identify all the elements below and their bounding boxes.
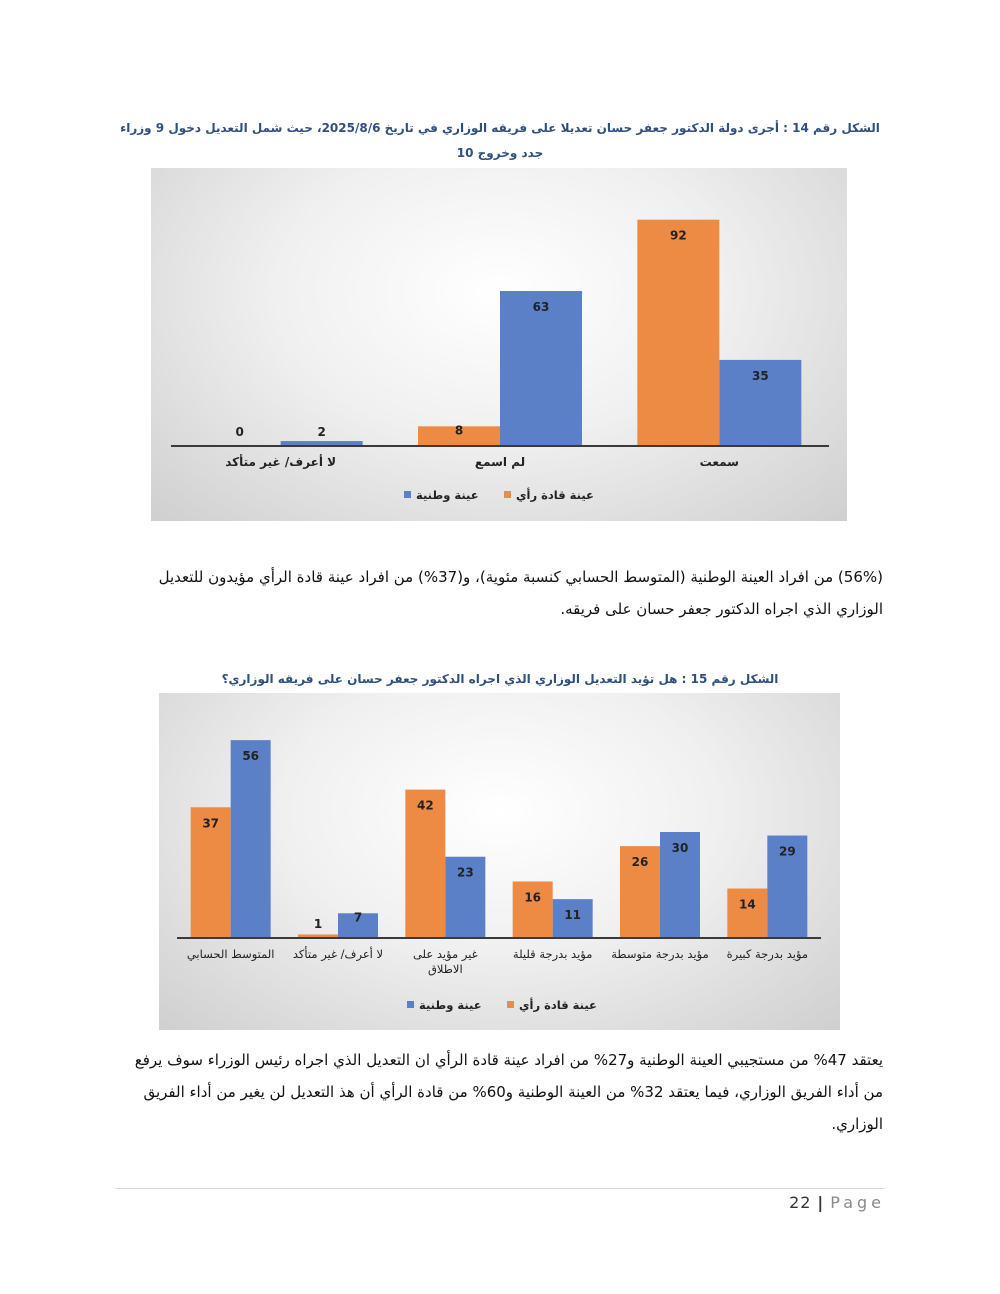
chart2-category-label-3-part-0: غير مؤيد على bbox=[412, 947, 478, 961]
chart1-data-label-national-2: 2 bbox=[317, 425, 326, 439]
chart1-data-label-leaders-1: 8 bbox=[454, 423, 464, 438]
chart-15-svg bbox=[159, 693, 840, 1030]
chart1-legend-label-leaders: عينة قادة رأي bbox=[516, 488, 594, 502]
chart1-data-label-leaders-2: 0 bbox=[235, 425, 244, 439]
chart2-data-label-national-2: 11 bbox=[564, 908, 582, 923]
chart2-legend-label-leaders: عينة قادة رأي bbox=[519, 998, 597, 1012]
chart2-data-label-national-3: 23 bbox=[456, 865, 474, 880]
chart1-category-label-1-part-0: لم اسمع bbox=[474, 455, 526, 469]
chart2-category-label-3-part-1: الاطلاق bbox=[427, 962, 463, 976]
chart2-data-label-leaders-1: 26 bbox=[631, 855, 649, 870]
paragraph-1-line2: الوزاري الذي اجراه الدكتور جعفر حسان على فريقه. bbox=[560, 600, 883, 618]
chart2-category-label-4 bbox=[293, 946, 383, 962]
figure-15-caption bbox=[160, 667, 840, 692]
chart1-category-label-2 bbox=[225, 454, 336, 469]
chart-14-svg bbox=[151, 168, 847, 521]
figure-15-caption-text: الشكل رقم 15 : هل تؤيد التعديل الوزاري الذي اجراه الدكتور جعفر حسان على فريقه الوزاري؟ bbox=[221, 672, 779, 686]
chart1-legend-label-national: عينة وطنية bbox=[416, 488, 479, 502]
chart1-legend-swatch-leaders bbox=[504, 491, 511, 498]
chart2-category-label-2 bbox=[513, 947, 592, 962]
chart1-data-label-national-1: 63 bbox=[532, 300, 550, 315]
chart1-data-label-leaders-0: 92 bbox=[669, 228, 687, 243]
page-number: 22 bbox=[789, 1193, 812, 1212]
chart1-bar-national-1 bbox=[500, 291, 582, 446]
footer-divider bbox=[115, 1188, 885, 1189]
page-footer bbox=[789, 1193, 885, 1212]
chart2-category-label-0-part-0: مؤيد بدرجة كبيرة bbox=[726, 947, 809, 961]
chart1-bar-leaders-0 bbox=[637, 220, 719, 446]
chart2-bar-national-5 bbox=[231, 740, 271, 938]
chart2-data-label-leaders-4: 1 bbox=[313, 917, 323, 931]
chart2-legend-swatch-national bbox=[407, 1001, 414, 1008]
chart2-data-label-leaders-3: 42 bbox=[416, 798, 434, 813]
chart1-category-label-2-part-0: لا أعرف/ غير متأكد bbox=[225, 455, 337, 469]
chart1-category-label-0 bbox=[700, 455, 739, 469]
chart2-category-label-3 bbox=[413, 947, 478, 976]
chart1-legend-swatch-national bbox=[404, 491, 411, 498]
chart2-data-label-leaders-5: 37 bbox=[202, 816, 220, 831]
chart2-data-label-leaders-2: 16 bbox=[524, 890, 542, 905]
paragraph-1-line1: (56%) من افراد العينة الوطنية (المتوسط الحسابي كنسبة مئوية)، و(37%) من افراد عينة قادة الرأي مؤيدون للتعديل bbox=[158, 568, 883, 586]
paragraph-2-line2: من أداء الفريق الوزاري، فيما يعتقد 32% من العينة الوطنية و60% من قادة الرأي أن هذ التعديل لن يغير من أداء الفريق bbox=[143, 1083, 883, 1101]
chart2-category-label-1-part-0: مؤيد بدرجة متوسطة bbox=[611, 947, 709, 961]
chart2-category-label-5 bbox=[187, 947, 275, 962]
chart2-data-label-national-4: 7 bbox=[353, 910, 363, 925]
chart2-legend-label-national: عينة وطنية bbox=[419, 998, 482, 1012]
chart2-data-label-national-0: 29 bbox=[778, 844, 796, 859]
chart2-data-label-national-1: 30 bbox=[671, 841, 689, 855]
paragraph-2-line3: الوزاري. bbox=[831, 1115, 883, 1133]
paragraph-2 bbox=[115, 1044, 883, 1140]
chart2-category-label-0 bbox=[727, 947, 809, 962]
chart1-category-label-1 bbox=[475, 455, 525, 469]
chart1-data-label-national-0: 35 bbox=[751, 368, 769, 383]
chart-15 bbox=[159, 693, 840, 1030]
chart1-category-label-0-part-0: سمعت bbox=[699, 455, 739, 469]
chart2-data-label-leaders-0: 14 bbox=[738, 897, 756, 912]
chart2-category-label-5-part-0: المتوسط الحسابي bbox=[186, 947, 275, 961]
chart2-category-label-2-part-0: مؤيد بدرجة قليلة bbox=[512, 947, 593, 961]
paragraph-1 bbox=[115, 561, 883, 625]
chart2-data-label-national-5: 56 bbox=[242, 749, 260, 764]
figure-14-caption-line1: الشكل رقم 14 : أجرى دولة الدكتور جعفر حسان تعديلا على فريقه الوزاري في تاريخ 2025/8/6، حيث شمل التعديل دخول 9 وزراء جدد وخروج 10 bbox=[120, 121, 880, 160]
chart-14 bbox=[151, 168, 847, 521]
chart2-legend-swatch-leaders bbox=[507, 1001, 514, 1008]
paragraph-2-line1: يعتقد 47% من مستجيبي العينة الوطنية و27% من افراد عينة قادة الرأي ان التعديل الذي اجراه رئيس الوزراء سوف يرفع bbox=[134, 1051, 883, 1069]
page-label: Page bbox=[830, 1193, 885, 1212]
footer-separator: | bbox=[817, 1193, 825, 1212]
chart2-bar-leaders-0 bbox=[727, 889, 767, 938]
chart2-category-label-4-part-0: لا أعرف/ غير متأكد bbox=[292, 947, 384, 961]
chart2-category-label-1 bbox=[611, 947, 709, 962]
